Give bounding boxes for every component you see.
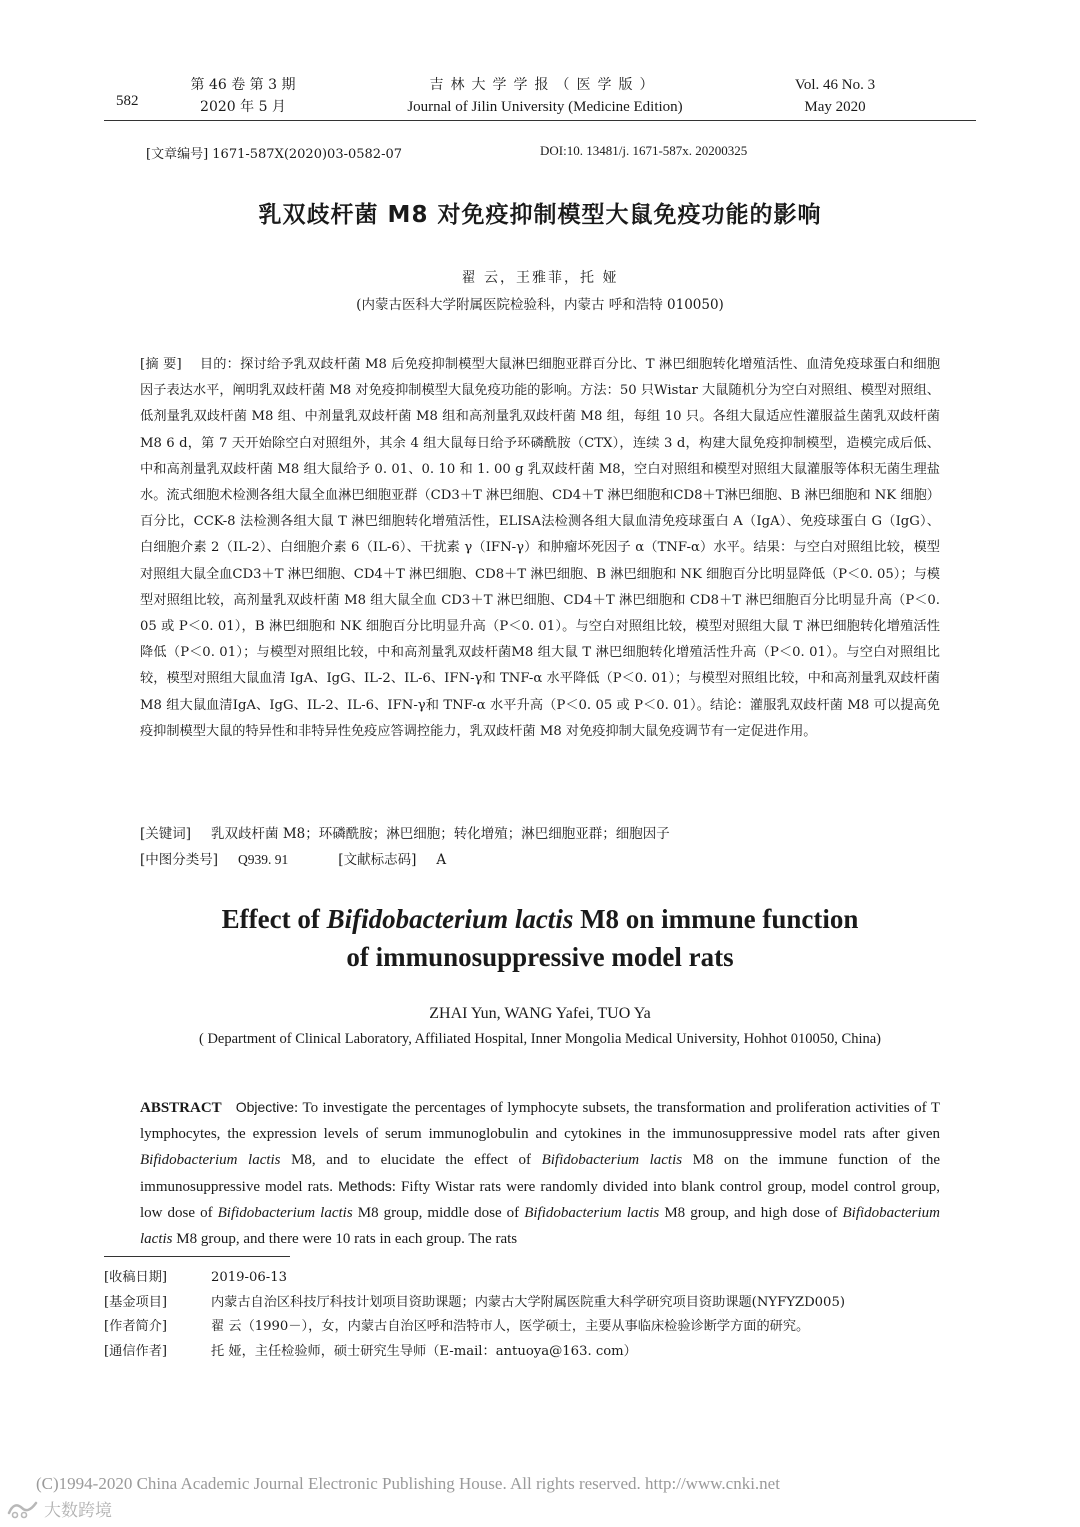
keywords-text: 乳双歧杆菌 M8；环磷酰胺；淋巴细胞；转化增殖；淋巴细胞亚群；细胞因子: [211, 826, 670, 842]
keywords-label: [关键词]: [140, 826, 192, 842]
footnote-text: 托 娅，主任检验师，硕士研究生导师（E-mail：antuoya@163. com）: [211, 1343, 637, 1359]
footnote-text: 内蒙古自治区科技厅科技计划项目资助课题；内蒙古大学附属医院重大科学研究项目资助课题(NYFYZD005): [211, 1294, 845, 1310]
clc-label: [中图分类号]: [140, 852, 219, 868]
species-name: Bifidobacterium lactis: [541, 1152, 683, 1168]
article-number: [文章编号] 1671-587Ⅹ(2020)03-0582-07: [146, 147, 403, 162]
journal-name-en: Journal of Jilin University (Medicine Edition): [407, 99, 683, 115]
keywords: [140, 822, 940, 842]
watermark-text: 大数跨境: [44, 1501, 112, 1521]
title-en-line-2: of immunosuppressive model rats: [346, 942, 734, 972]
title-en-line-1: [104, 900, 976, 938]
copyright-notice: (C)1994-2020 China Academic Journal Electronic Publishing House. All rights reserved. http://www.cnki.net: [36, 1474, 780, 1493]
header-rule: [104, 120, 976, 121]
abstract-en-text: M8 on the immune function of the immunosuppressive model rats.: [140, 1152, 941, 1195]
footnote-text: 翟 云（1990－），女，内蒙古自治区呼和浩特市人，医学硕士，主要从事临床检验诊断学方面的研究。: [211, 1319, 810, 1334]
footnote-author-bio: [104, 1315, 976, 1340]
volume-issue-en: Vol. 46 No. 3: [794, 77, 876, 93]
title-zh: 乳双歧杆菌 M8 对免疫抑制模型大鼠免疫功能的影响: [258, 202, 822, 228]
footnote-label: [基金项目]: [104, 1294, 168, 1310]
affiliation-en: ( Department of Clinical Laboratory, Affiliated Hospital, Inner Mongolia Medical University, Hohhot 010050, China): [198, 1031, 882, 1047]
species-name: Bifidobacterium lactis: [140, 1205, 941, 1247]
methods-label: Methods: [338, 1178, 392, 1194]
abstract-en-text: M8, and to elucidate the effect of: [280, 1152, 542, 1168]
abstract-en-label: ABSTRACT: [140, 1100, 222, 1116]
abstract-en-text: M8 group, and there were 10 rats in each group. The rats: [172, 1231, 518, 1247]
doc-code-label: [文献标志码]: [338, 852, 417, 868]
abstract-en-text: M8 group, middle dose of: [352, 1205, 525, 1221]
objective-label: Objective: [235, 1099, 295, 1115]
classification: [140, 848, 940, 868]
footnote-received: [104, 1266, 976, 1291]
doi: DOI:10. 13481/j. 1671-587x. 20200325: [540, 143, 748, 158]
abstract-zh: [140, 352, 940, 745]
abstract-en-text: M8 group, and high dose of: [659, 1205, 843, 1221]
species-name: Bifidobacterium lactis: [524, 1205, 660, 1221]
abstract-zh-label: [摘 要]: [140, 357, 182, 372]
footnote-funding: [104, 1291, 976, 1316]
header-volume-issue: 第 46 卷 第 3 期: [190, 77, 296, 93]
authors-en: ZHAI Yun, WANG Yafei, TUO Ya: [429, 1005, 651, 1022]
footnote-text: 2019-06-13: [211, 1270, 288, 1285]
species-name: Bifidobacterium lactis: [217, 1205, 353, 1221]
species-name: Bifidobacterium lactis: [140, 1152, 281, 1168]
header-date-zh: 2020 年 5 月: [200, 99, 286, 115]
header-journal: [370, 74, 720, 118]
page-number: 582: [116, 93, 139, 109]
header-volume-zh: [178, 74, 308, 118]
footnote-rule: [104, 1256, 290, 1257]
title-en-part: Effect of: [221, 904, 327, 934]
title-en: [104, 900, 976, 976]
watermark: [6, 1496, 112, 1521]
abstract-zh-text: 目的：探讨给予乳双歧杆菌 M8 后免疫抑制模型大鼠淋巴细胞亚群百分比、T 淋巴细胞转化增殖活性、血清免疫球蛋白和细胞因子表达水平，阐明乳双歧杆菌 M8 对免疫抑制模型大鼠免疫功能的影响。方法：50 只Wistar 大鼠随机分为空白对照组、模型对照组、低剂量乳双歧杆菌 M8 组、中剂量乳双歧杆菌 M8 组和高剂量乳双歧杆菌 M8 组，每组 10 只。各组大鼠适应性灌服益生菌乳双歧杆菌 M8 6 d，第 7 天开始除空白对照组外，其余 4 组大鼠每日给予环磷酰胺（CTX），连续 3 d，构建大鼠免疫抑制模型，造模完成后低、中和高剂量乳双歧杆菌 M8 组大鼠给予 0. 01、0. 10 和 1. 00 g 乳双歧杆菌 M8，空白对照组和模型对照组大鼠灌服等体积无菌生理盐水。流式细胞术检测各组大鼠全血淋巴细胞亚群（CD3＋T 淋巴细胞、CD4＋T 淋巴细胞和CD8＋T淋巴细胞、B 淋巴细胞和 NK 细胞）百分比，CCK-8 法检测各组大鼠 T 淋巴细胞转化增殖活性，ELISA法检测各组大鼠血清免疫球蛋白 A（IgA）、免疫球蛋白 G（IgG）、白细胞介素 2（IL-2）、白细胞介素 6（IL-6）、干扰素 γ（IFN-γ）和肿瘤坏死因子 α（TNF-α）水平。结果：与空白对照组比较，模型对照组大鼠全血CD3＋T 淋巴细胞、CD4＋T 淋巴细胞、CD8＋T 淋巴细胞、B 淋巴细胞和 NK 细胞百分比明显降低（P＜0. 05）；与模型对照组比较，高剂量乳双歧杆菌 M8 组大鼠全血 CD3＋T 淋巴细胞、CD4＋T 淋巴细胞和 CD8＋T 淋巴细胞百分比明显升高（P＜0. 05 或 P＜0. 01），B 淋巴细胞和 NK 细胞百分比明显升高（P＜0. 01）。与空白对照组比较，模型对照组大鼠 T 淋巴细胞转化增殖活性降低（P＜0. 01）；与模型对照组比较，中和高剂量乳双歧杆菌M8 组大鼠 T 淋巴细胞转化增殖活性升高（P＜0. 01）。与空白对照组比较，模型对照组大鼠血清 IgA、IgG、IL-2、IL-6、IFN-γ和 TNF-α 水平降低（P＜0. 01）；与模型对照组比较，中和高剂量乳双歧杆菌 M8 组大鼠血清IgA、IgG、IL-2、IL-6、IFN-γ和 TNF-α 水平升高（P＜0. 05 或 P＜0. 01）。结论：灌服乳双歧杆菌 M8 可以提高免疫抑制模型大鼠的特异性和非特异性免疫应答调控能力，乳双歧杆菌 M8 对免疫抑制大鼠免疫调节有一定促进作用。: [140, 357, 941, 739]
footnote-label: [收稿日期]: [104, 1270, 168, 1285]
footnotes: [104, 1266, 976, 1364]
abstract-en-text: : To investigate the percentages of lymphocyte subsets, the transformation and proliferation activities of T lymphocytes, the expression levels of serum immunoglobulin and cytokines in the immunosuppressive model rats after given: [140, 1100, 940, 1142]
watermark-logo-icon: [6, 1498, 40, 1520]
footnote-corresponding: [104, 1340, 976, 1365]
authors-zh: 翟 云，王雅菲，托 娅: [461, 270, 619, 286]
title-en-part: M8 on immune function: [573, 904, 859, 934]
journal-name-zh: 吉林大学学报（医学版）: [429, 77, 661, 93]
date-en: May 2020: [804, 99, 866, 115]
footnote-label: [作者简介]: [104, 1319, 168, 1334]
doc-code-value: A: [436, 852, 447, 868]
abstract-en: [140, 1094, 940, 1252]
clc-value: Q939. 91: [238, 852, 289, 867]
title-en-species: Bifidobacterium lactis: [326, 904, 574, 934]
header-volume-en: [760, 74, 910, 118]
abstract-en-text: : Fifty Wistar rats were randomly divided into blank control group, model control group, low dose of: [140, 1179, 940, 1221]
affiliation-zh: (内蒙古医科大学附属医院检验科，内蒙古 呼和浩特 010050): [356, 297, 724, 313]
footnote-label: [通信作者]: [104, 1343, 168, 1359]
